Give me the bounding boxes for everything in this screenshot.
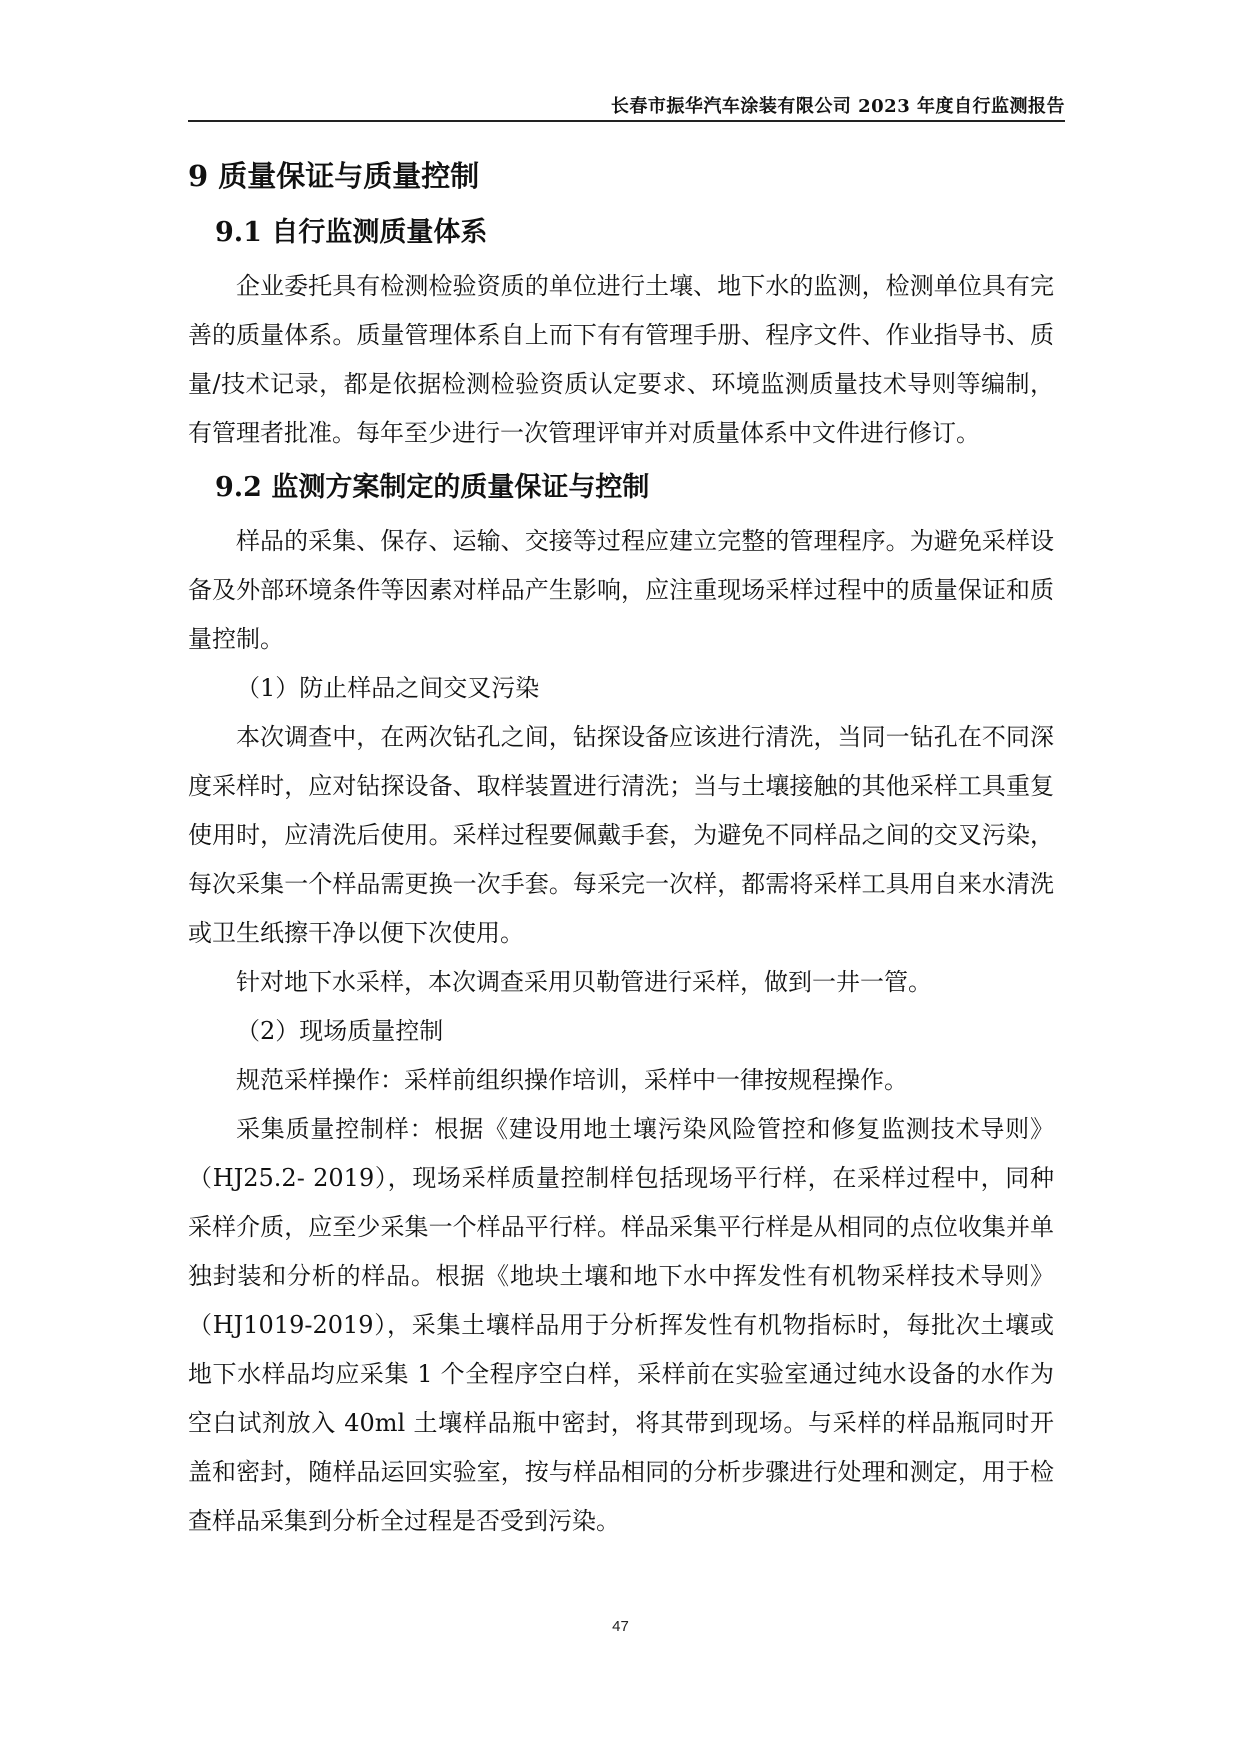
paragraph-groundwater-sampling: 针对地下水采样，本次调查采用贝勒管进行采样，做到一井一管。 [236,968,932,996]
list-item-field-quality-control: （2）现场质量控制 [236,1017,444,1045]
paragraph-quality-system: 企业委托具有检测检验资质的单位进行土壤、地下水的监测，检测单位具有完善的质量体系。质量管理体系自上而下有有管理手册、程序文件、作业指导书、质量/技术记录，都是依据检测检验资质认定要求、环境监测质量技术导则等编制，有管理者批准。每年至少进行一次管理评审并对质量体系中文件进行修订。 [188,272,1054,447]
section-heading: 9 质量保证与质量控制 [188,159,480,193]
report-header-title: 长春市振华汽车涂装有限公司 2023 年度自行监测报告 [610,96,1065,117]
list-item-cross-contamination: （1）防止样品之间交叉污染 [236,674,540,702]
subsection-heading-9-2: 9.2 监测方案制定的质量保证与控制 [215,472,650,503]
page-header [0,92,1241,122]
subsection-heading-9-1: 9.1 自行监测质量体系 [215,217,488,248]
paragraph-quality-control-samples: 采集质量控制样：根据《建设用地土壤污染风险管控和修复监测技术导则》（HJ25.2- 2019），现场采样质量控制样包括现场平行样，在采样过程中，同种采样介质，应至少采集一个样品平行样。样品采集平行样是从相同的点位收集并单独封装和分析的样品。根据《地块土壤和地下水中挥发性有机物采样技术导则》（HJ1019-2019），采集土壤样品用于分析挥发性有机物指标时，每批次土壤或地下水样品均应采集 1 个全程序空白样，采样前在实验室通过纯水设备的水作为空白试剂放入 40ml 土壤样品瓶中密封，将其带到现场。与采样的样品瓶同时开盖和密封，随样品运回实验室，按与样品相同的分析步骤进行处理和测定，用于检查样品采集到分析全过程是否受到污染。 [188,1115,1054,1535]
paragraph-cleaning-procedure: 本次调查中，在两次钻孔之间，钻探设备应该进行清洗，当同一钻孔在不同深度采样时，应对钻探设备、取样装置进行清洗；当与土壤接触的其他采样工具重复使用时，应清洗后使用。采样过程要佩戴手套，为避免不同样品之间的交叉污染，每次采集一个样品需更换一次手套。每采完一次样，都需将采样工具用自来水清洗或卫生纸擦干净以便下次使用。 [188,723,1054,947]
paragraph-sampling-management: 样品的采集、保存、运输、交接等过程应建立完整的管理程序。为避免采样设备及外部环境条件等因素对样品产生影响，应注重现场采样过程中的质量保证和质量控制。 [188,527,1054,653]
page-content [188,148,1054,1546]
paragraph-sampling-operation: 规范采样操作：采样前组织操作培训，采样中一律按规程操作。 [236,1066,908,1094]
page-number: 47 [612,1618,629,1635]
header-divider [188,120,1065,122]
